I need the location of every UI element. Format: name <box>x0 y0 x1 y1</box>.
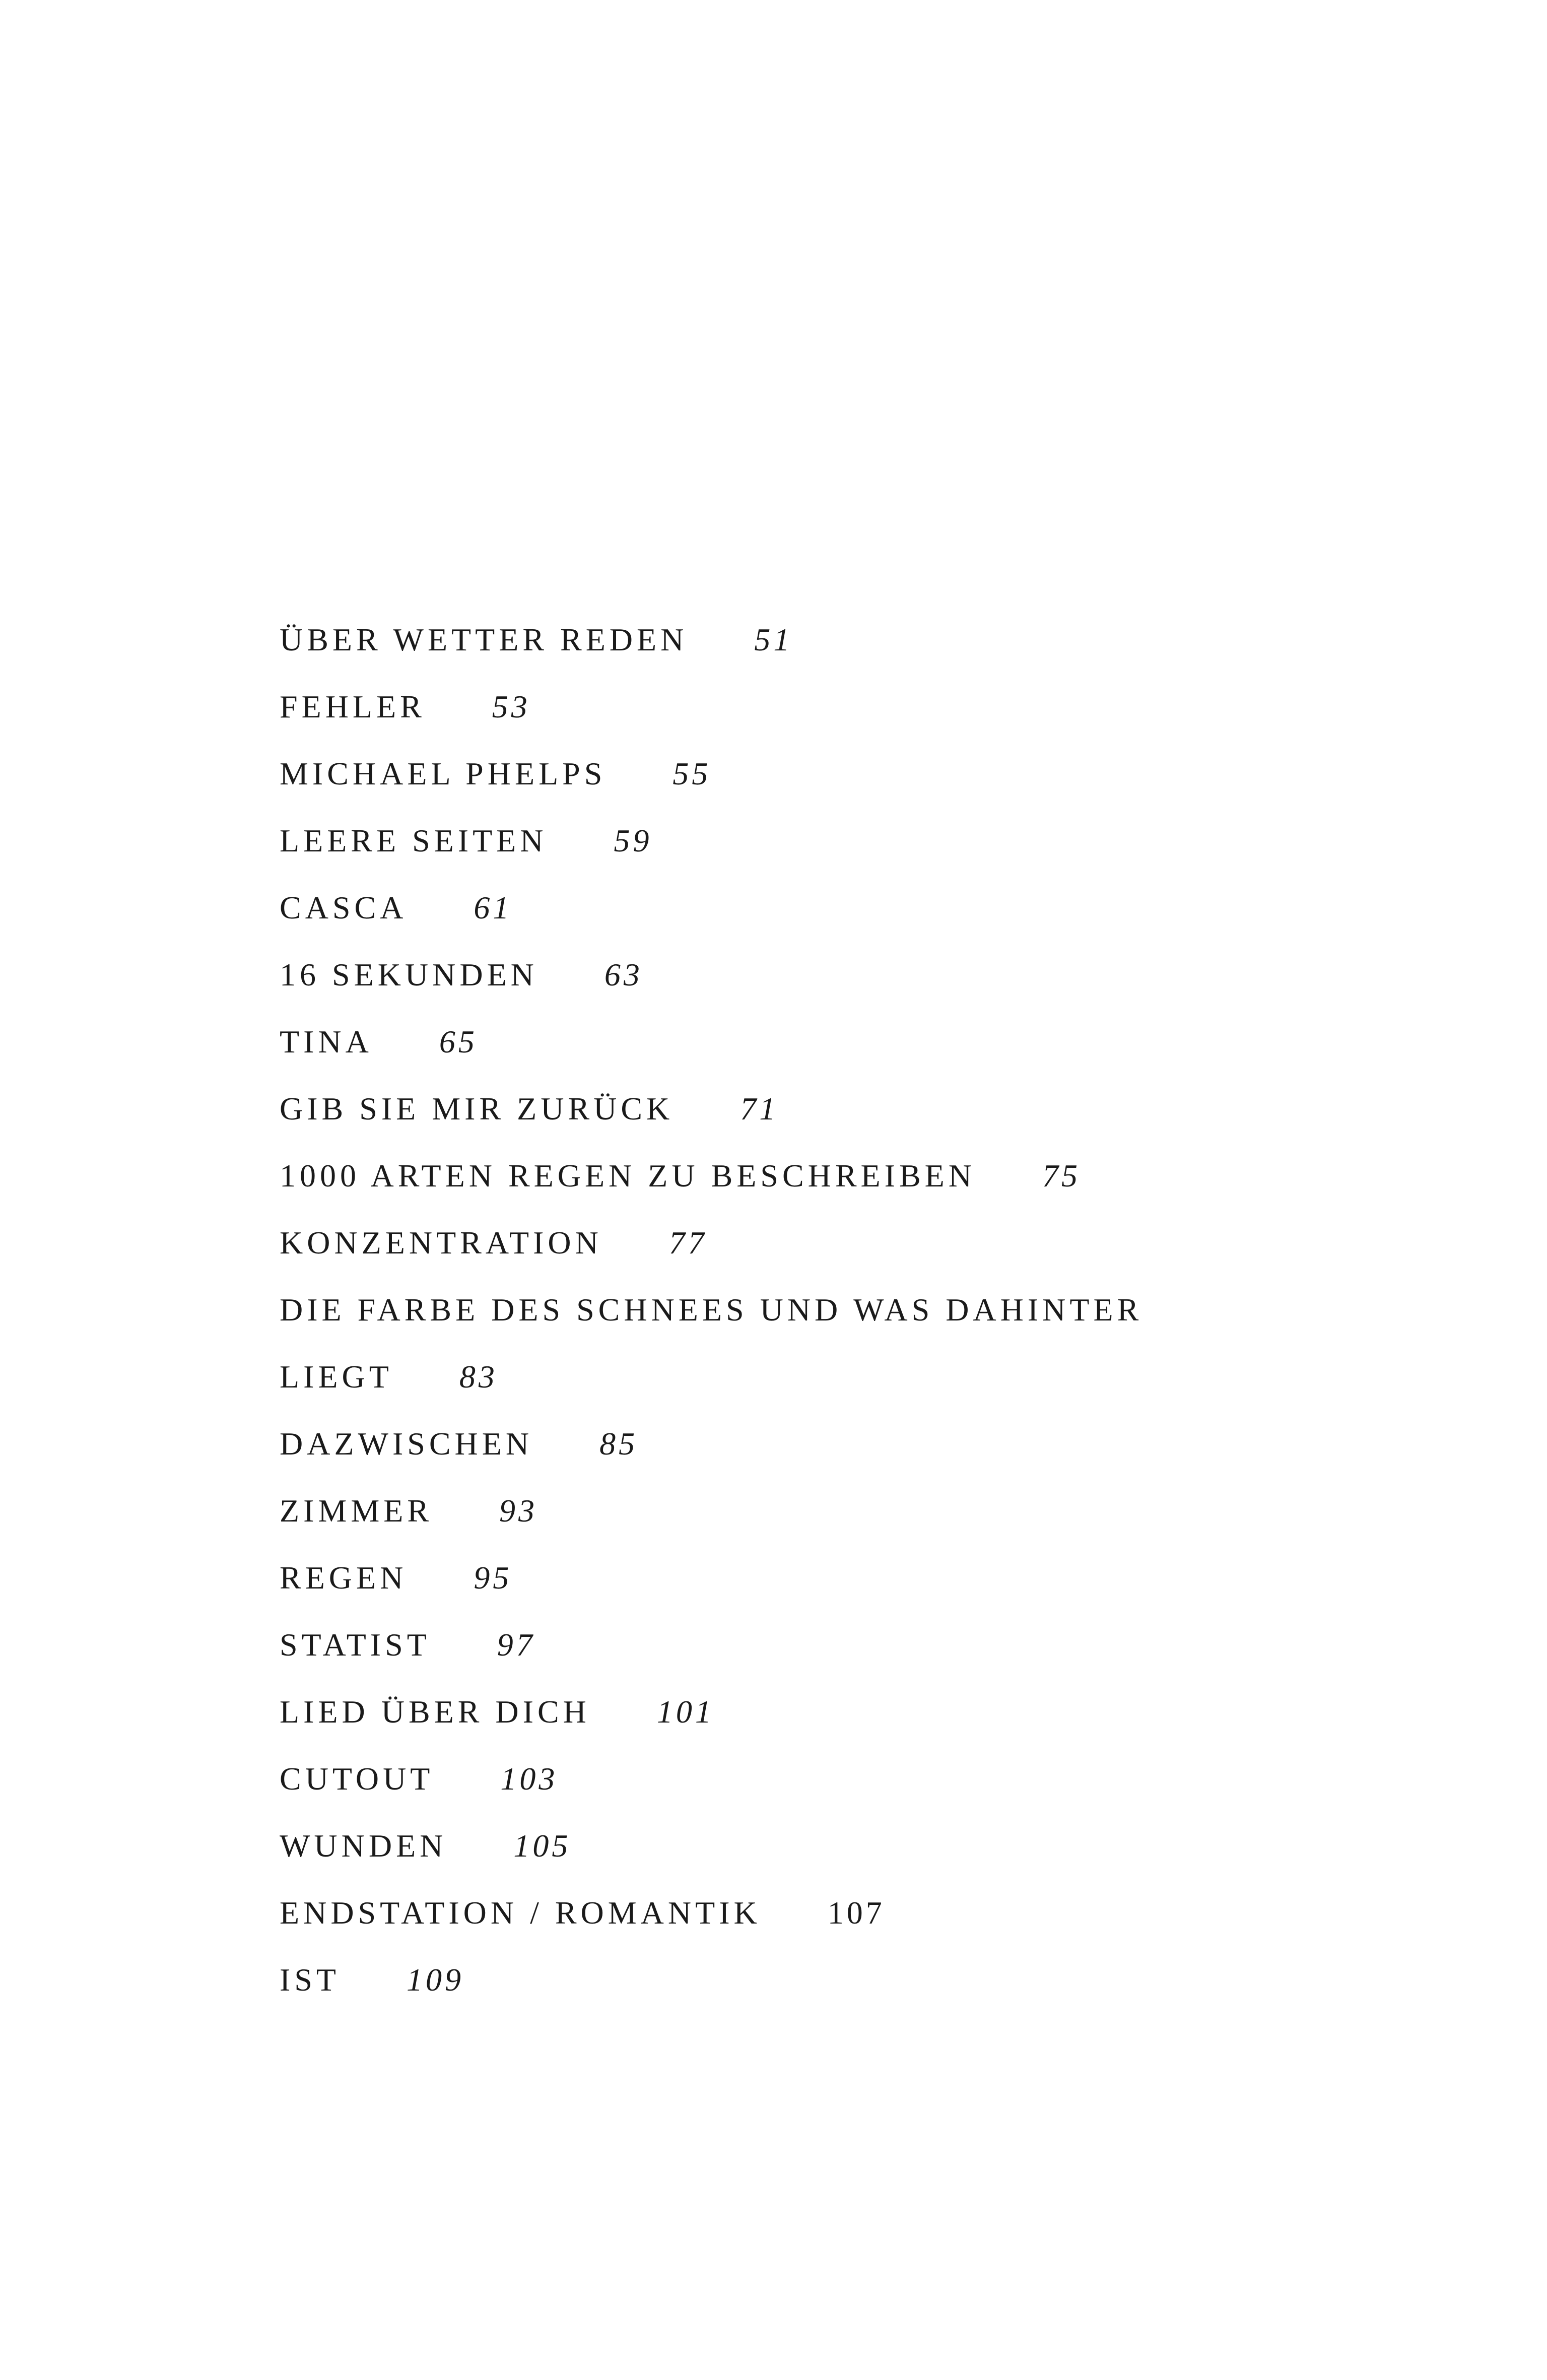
toc-entry-title: DIE FARBE DES SCHNEES UND WAS DAHINTER <box>280 1292 1143 1328</box>
toc-entry <box>280 1154 1489 1221</box>
toc-entry-page-number: 93 <box>499 1493 537 1529</box>
toc-entry <box>280 886 1489 953</box>
toc-entry <box>280 953 1489 1020</box>
toc-entry <box>280 1623 1489 1690</box>
toc-entry-page-number: 53 <box>492 689 530 724</box>
toc-entry-title: LIED ÜBER DICH <box>280 1694 590 1730</box>
toc-entry-title: GIB SIE MIR ZURÜCK <box>280 1091 674 1127</box>
toc-entry <box>280 1288 1489 1355</box>
toc-entry-page-number: 61 <box>474 890 512 925</box>
toc-entry <box>280 1690 1489 1757</box>
toc-entry-title: CASCA <box>280 890 408 925</box>
toc-entry-title: WUNDEN <box>280 1828 447 1864</box>
toc-entry-page-number: 103 <box>500 1761 558 1797</box>
toc-entry-page-number: 83 <box>459 1359 498 1395</box>
toc-entry-page-number: 65 <box>439 1024 478 1060</box>
toc-entry-title: ÜBER WETTER REDEN <box>280 622 688 657</box>
toc-entry <box>280 1824 1489 1891</box>
toc-entry-page-number: 109 <box>407 1962 464 1998</box>
toc-entry-page-number: 51 <box>754 622 793 657</box>
toc-entry-title: MICHAEL PHELPS <box>280 756 607 791</box>
toc-entry-title: STATIST <box>280 1627 431 1663</box>
toc-entry-page-number: 71 <box>740 1091 779 1127</box>
toc-entry-title: DAZWISCHEN <box>280 1426 533 1462</box>
toc-entry <box>280 1489 1489 1556</box>
toc-entry-page-number: 107 <box>827 1895 885 1931</box>
toc-entry-title: ZIMMER <box>280 1493 433 1529</box>
toc-entry-page-number: 105 <box>513 1828 571 1864</box>
toc-entry <box>280 1556 1489 1623</box>
toc-entry-title: TINA <box>280 1024 373 1060</box>
toc-entry-page-number: 75 <box>1042 1158 1081 1194</box>
toc-entry-title: LIEGT <box>280 1359 393 1395</box>
toc-entry-page-number: 97 <box>497 1627 535 1663</box>
toc-entry-page-number: 95 <box>474 1560 512 1596</box>
toc-entry <box>280 685 1489 752</box>
toc-entry <box>280 819 1489 886</box>
table-of-contents <box>280 618 1489 2025</box>
toc-entry-page-number: 59 <box>614 823 652 858</box>
toc-entry <box>280 1020 1489 1087</box>
toc-entry <box>280 618 1489 685</box>
toc-entry <box>280 1757 1489 1824</box>
toc-entry <box>280 1891 1489 1958</box>
toc-entry-title: 16 SEKUNDEN <box>280 957 538 993</box>
toc-entry-page-number: 101 <box>656 1694 714 1730</box>
toc-entry <box>280 1355 1489 1422</box>
toc-entry-title: IST <box>280 1962 340 1998</box>
toc-entry-title: FEHLER <box>280 689 426 724</box>
toc-entry-title: KONZENTRATION <box>280 1225 602 1261</box>
toc-entry-page-number: 55 <box>672 756 711 791</box>
toc-entry-title: LEERE SEITEN <box>280 823 548 858</box>
toc-entry <box>280 1422 1489 1489</box>
toc-entry <box>280 1958 1489 2025</box>
toc-entry-title: ENDSTATION / ROMANTIK <box>280 1895 761 1931</box>
toc-entry <box>280 1221 1489 1288</box>
toc-entry-title: REGEN <box>280 1560 408 1596</box>
toc-entry <box>280 1087 1489 1154</box>
toc-entry-page-number: 63 <box>604 957 643 993</box>
toc-entry-title: CUTOUT <box>280 1761 434 1797</box>
toc-entry-title: 1000 ARTEN REGEN ZU BESCHREIBEN <box>280 1158 976 1194</box>
toc-entry-page-number: 77 <box>668 1225 707 1261</box>
toc-entry <box>280 752 1489 819</box>
toc-entry-page-number: 85 <box>599 1426 638 1462</box>
